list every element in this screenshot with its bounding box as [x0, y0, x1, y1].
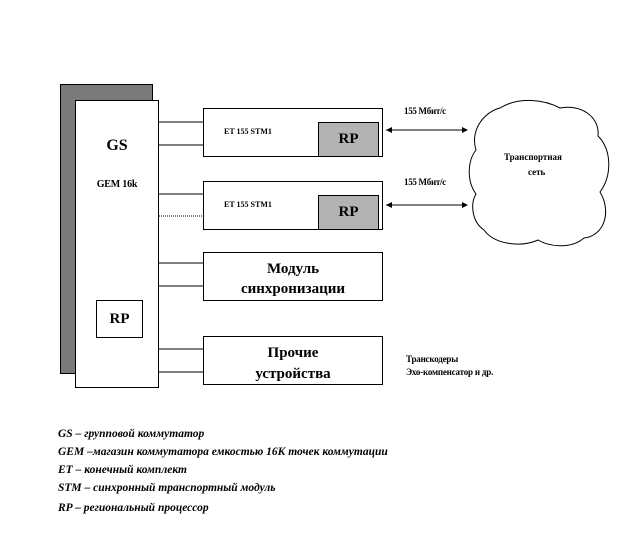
et-block-1 — [203, 108, 383, 157]
network-label-line1: Транспортная — [504, 152, 562, 162]
et-rp-box-1: RP — [318, 122, 379, 157]
gs-rp-box: RP — [96, 300, 143, 338]
other-devices-note-line2: Эхо-компенсатор и др. — [406, 367, 494, 377]
et-label-1: ET 155 STM1 — [224, 127, 272, 136]
other-devices-line2: устройства — [255, 366, 331, 382]
legend-item-rp: RP – региональный процессор — [58, 502, 209, 514]
network-label-line2: сеть — [528, 167, 546, 177]
sync-module-line2: синхронизации — [240, 281, 346, 297]
link-speed-2: 155 Мбит/с — [404, 177, 446, 187]
arrowhead-et2-left — [386, 202, 392, 208]
gs-block — [75, 100, 159, 388]
sync-module-line1: Модуль — [266, 261, 320, 277]
et-rp-box-2: RP — [318, 195, 379, 230]
legend-item-et: ET – конечный комплект — [58, 464, 187, 476]
arrowhead-et1-left — [386, 127, 392, 133]
legend-item-gem: GEM –магазин коммутатора емкостью 16K точек коммутации — [58, 446, 388, 458]
other-devices-block — [203, 336, 383, 385]
arrowhead-et2-right — [462, 202, 468, 208]
gs-title: GS — [106, 137, 128, 154]
arrowhead-et1-right — [462, 127, 468, 133]
legend-item-stm: STM – синхронный транспортный модуль — [58, 482, 276, 494]
link-speed-1: 155 Мбит/с — [404, 106, 446, 116]
gs-subtitle: GEM 16k — [96, 179, 138, 190]
other-devices-note-line1: Транскодеры — [406, 354, 459, 364]
et-label-2: ET 155 STM1 — [224, 200, 272, 209]
sync-module-block — [203, 252, 383, 301]
et-block-2 — [203, 181, 383, 230]
other-devices-line1: Прочие — [267, 345, 319, 361]
legend-item-gs: GS – групповой коммутатор — [58, 428, 205, 440]
